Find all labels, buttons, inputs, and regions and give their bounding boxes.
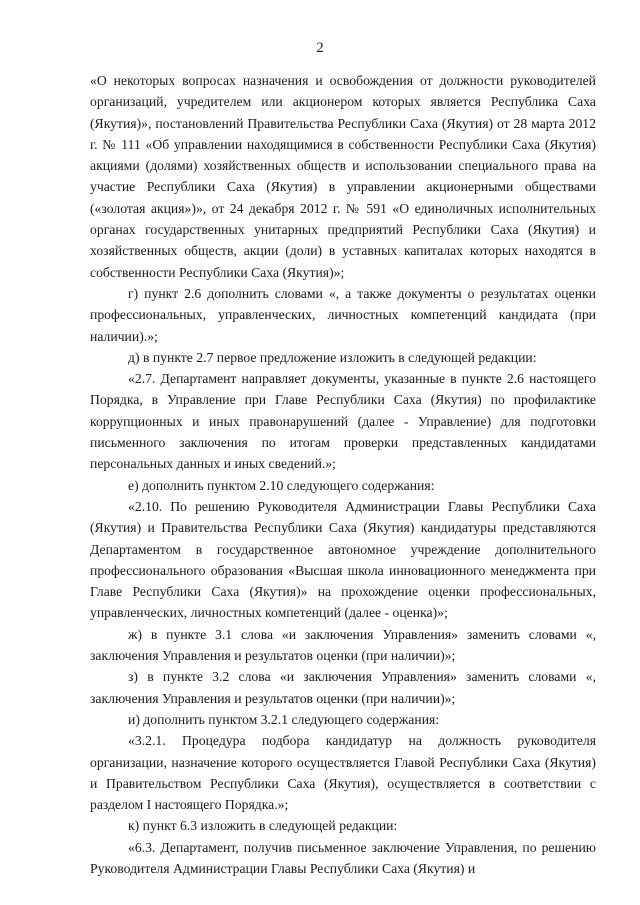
paragraph-3-2-1: «3.2.1. Процедура подбора кандидатур на должность руководителя организации, назначение которого осуществляется Главой Республики Саха (Якутия) и Правительством Республики Саха (Якутия), осуществляется в соответствии с разделом I настоящего Порядка.»; [90,733,596,813]
page-number: 2 [316,40,324,56]
paragraph-k: к) пункт 6.3 изложить в следующей редакции: [128,818,398,834]
paragraph-d: д) в пункте 2.7 первое предложение изложить в следующей редакции: [128,349,537,365]
paragraph-6-3: «6.3. Департамент, получив письменное заключение Управления, по решению Руководителя Администрации Главы Республики Саха (Якутия) и [90,839,596,876]
document-body [90,70,596,879]
paragraph-i: и) дополнить пунктом 3.2.1 следующего содержания: [128,711,440,727]
paragraph-g: г) пункт 2.6 дополнить словами «, а также документы о результатах оценки профессиональных, управленческих, личностных компетенций кандидата (при наличии).»; [90,285,596,344]
paragraph-2-7: «2.7. Департамент направляет документы, указанные в пункте 2.6 настоящего Порядка, в Управление при Главе Республики Саха (Якутия) по профилактике коррупционных и иных правонарушений (далее - Управление) для подготовки письменного заключения по итогам проверки представленных кандидатами персональных данных и иных сведений.»; [90,371,596,472]
paragraph-zh: ж) в пункте 3.1 слова «и заключения Управления» заменить словами «, заключения Управления и результатов оценки (при наличии)»; [90,626,596,664]
paragraph-intro-continuation: «О некоторых вопросах назначения и освобождения от должности руководителей организаций, учредителем или акционером которых является Республика Саха (Якутия)», постановлений Правительства Республики Саха (Якутия) от 28 марта 2012 г. № 111 «Об управлении находящимися в собственности Республики Саха (Якутия) акциями (долями) хозяйственных обществ и использовании специального права на участие Республики Саха (Якутия) в управлении акционерными обществами («золотая акция»)», от 24 декабря 2012 г. № 591 «О единоличных исполнительных органах государственных унитарных предприятий Республики Саха (Якутия) и хозяйственных обществ, акции (доли) в уставных капиталах которых находятся в собственности Республики Саха (Якутия)»; [90,73,596,280]
paragraph-z: з) в пункте 3.2 слова «и заключения Управления» заменить словами «, заключения Управления и результатов оценки (при наличии)»; [90,669,596,706]
paragraph-2-10: «2.10. По решению Руководителя Администрации Главы Республики Саха (Якутия) и Правительства Республики Саха (Якутия) кандидатуры представляются Департаментом в государственное автономное учреждение дополнительного профессионального образования «Высшая школа инновационного менеджмента при Главе Республики Саха (Якутия)» на прохождение оценки профессиональных, управленческих, личностных компетенций (далее - оценка)»; [90,498,596,621]
paragraph-e: е) дополнить пунктом 2.10 следующего содержания: [128,477,435,493]
